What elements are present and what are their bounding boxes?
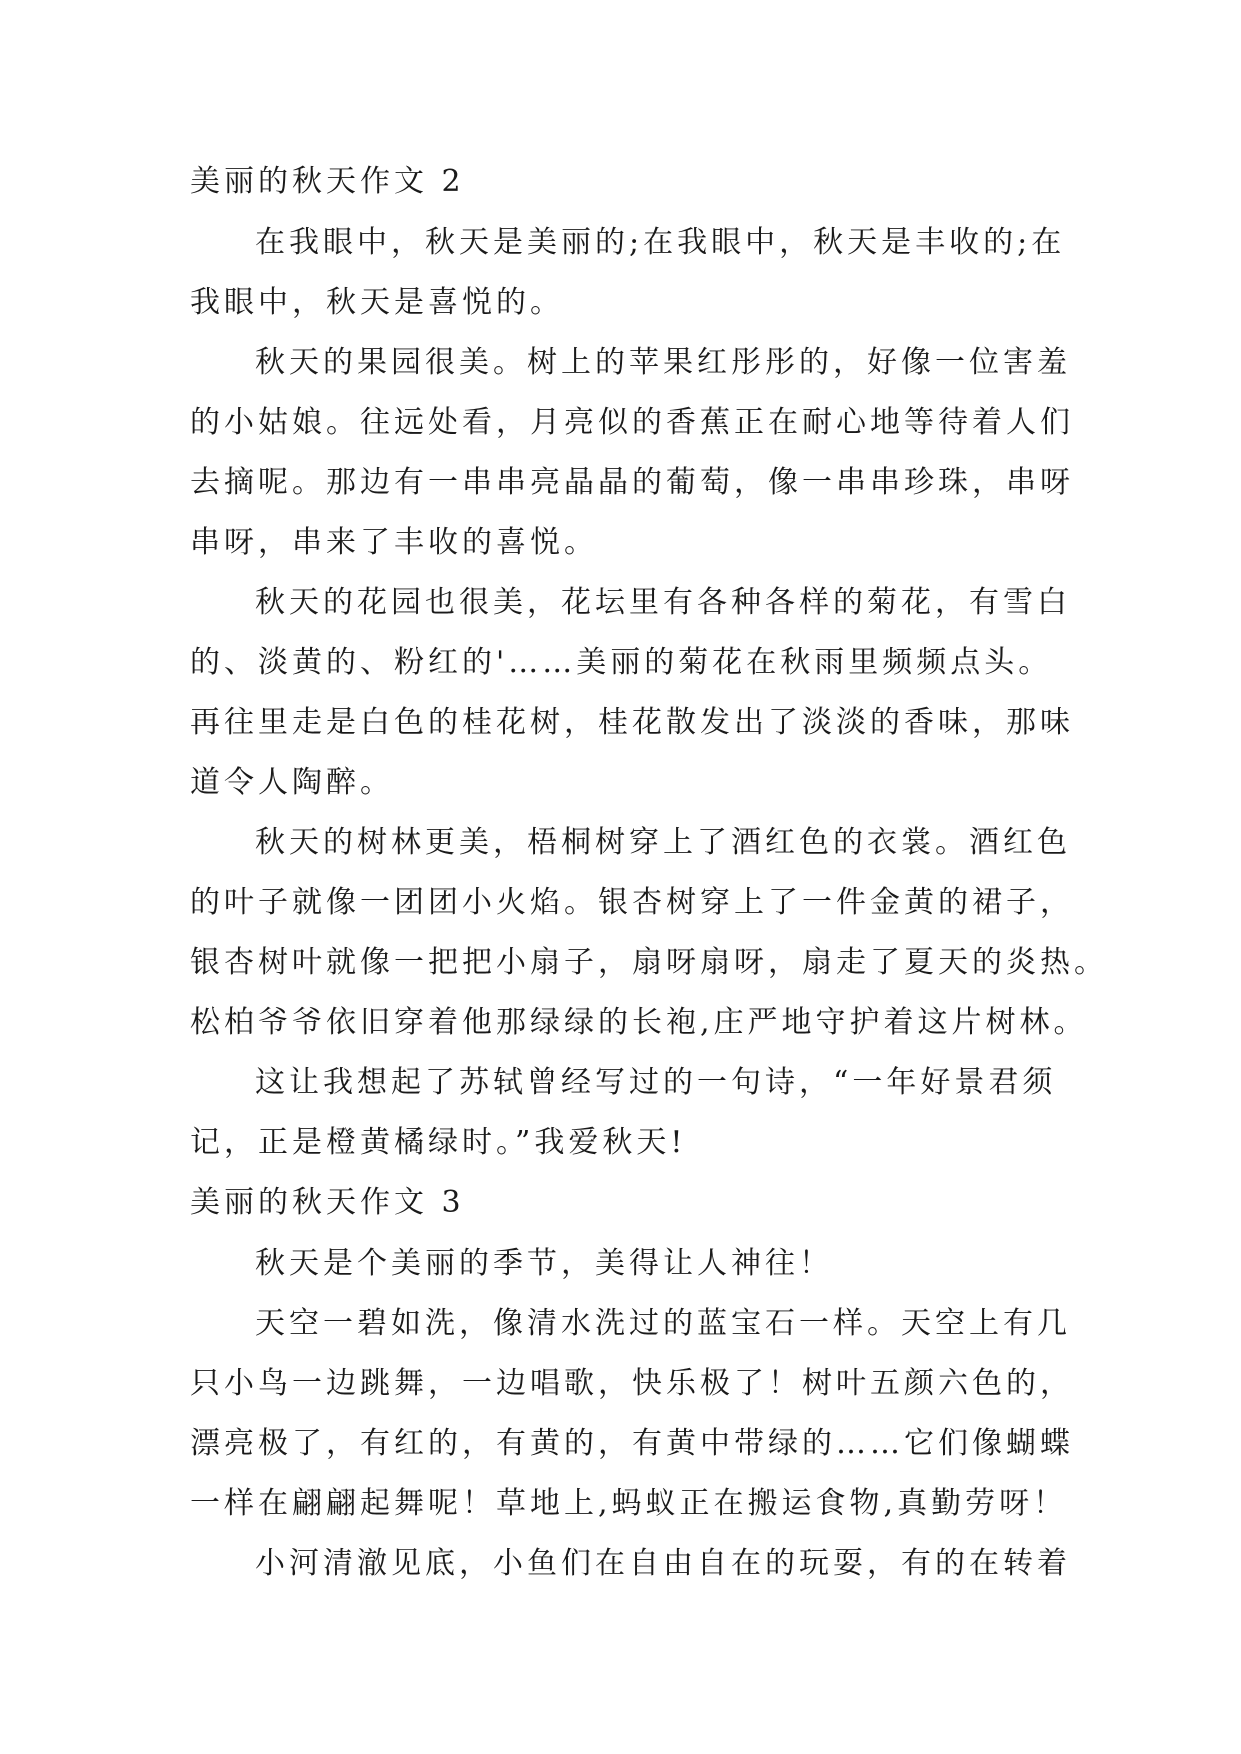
section-title-2: 美丽的秋天作文 2 — [190, 164, 465, 199]
text-line: 这让我想起了苏轼曾经写过的一句诗，“一年好景君须 — [255, 1065, 1057, 1100]
text-line: 银杏树叶就像一把把小扇子，扇呀扇呀，扇走了夏天的炎热。 — [190, 945, 1108, 980]
text-line: 一样在翩翩起舞呢！草地上,蚂蚁正在搬运食物,真勤劳呀！ — [190, 1486, 1068, 1521]
paragraph — [190, 213, 1066, 333]
text-line: 秋天的花园也很美，花坛里有各种各样的菊花，有雪白 — [255, 585, 1071, 620]
text-line: 天空一碧如洗，像清水洗过的蓝宝石一样。天空上有几 — [255, 1306, 1071, 1341]
text-line: 只小鸟一边跳舞，一边唱歌，快乐极了！树叶五颜六色的， — [190, 1366, 1074, 1401]
paragraph — [190, 813, 1108, 1053]
text-line: 秋天的果园很美。树上的苹果红彤彤的，好像一位害羞 — [255, 345, 1071, 380]
text-line: 去摘呢。那边有一串串亮晶晶的葡萄，像一串串珍珠，串呀 — [190, 465, 1074, 500]
text-line: 小河清澈见底，小鱼们在自由自在的玩耍，有的在转着 — [255, 1546, 1071, 1581]
paragraph — [190, 1534, 1071, 1594]
text-line: 松柏爷爷依旧穿着他那绿绿的长袍,庄严地守护着这片树林。 — [190, 1005, 1088, 1040]
text-line: 我眼中，秋天是喜悦的。 — [190, 285, 564, 320]
text-line: 漂亮极了，有红的，有黄的，有黄中带绿的……它们像蝴蝶 — [190, 1426, 1074, 1461]
paragraph — [190, 333, 1074, 573]
text-line: 记，正是橙黄橘绿时。”我爱秋天! — [190, 1125, 687, 1160]
text-line: 在我眼中，秋天是美丽的;在我眼中，秋天是丰收的;在 — [255, 225, 1066, 260]
text-line: 的小姑娘。往远处看，月亮似的香蕉正在耐心地等待着人们 — [190, 405, 1074, 440]
paragraph — [190, 1234, 1055, 1294]
text-line: 的叶子就像一团团小火焰。银杏树穿上了一件金黄的裙子， — [190, 885, 1074, 920]
paragraph — [190, 573, 1074, 813]
section-title-3: 美丽的秋天作文 3 — [190, 1185, 465, 1220]
paragraph — [190, 1294, 1074, 1534]
text-line: 秋天的树林更美，梧桐树穿上了酒红色的衣裳。酒红色 — [255, 825, 1071, 860]
paragraph — [190, 1053, 1055, 1173]
text-line: 串呀，串来了丰收的喜悦。 — [190, 525, 598, 560]
text-line: 秋天是个美丽的季节，美得让人神往！ — [255, 1246, 833, 1281]
document-page — [190, 152, 1108, 1594]
text-line: 再往里走是白色的桂花树，桂花散发出了淡淡的香味，那味 — [190, 705, 1074, 740]
text-line: 道令人陶醉。 — [190, 765, 394, 800]
text-line: 的、淡黄的、粉红的'……美丽的菊花在秋雨里频频点头。 — [190, 645, 1053, 680]
